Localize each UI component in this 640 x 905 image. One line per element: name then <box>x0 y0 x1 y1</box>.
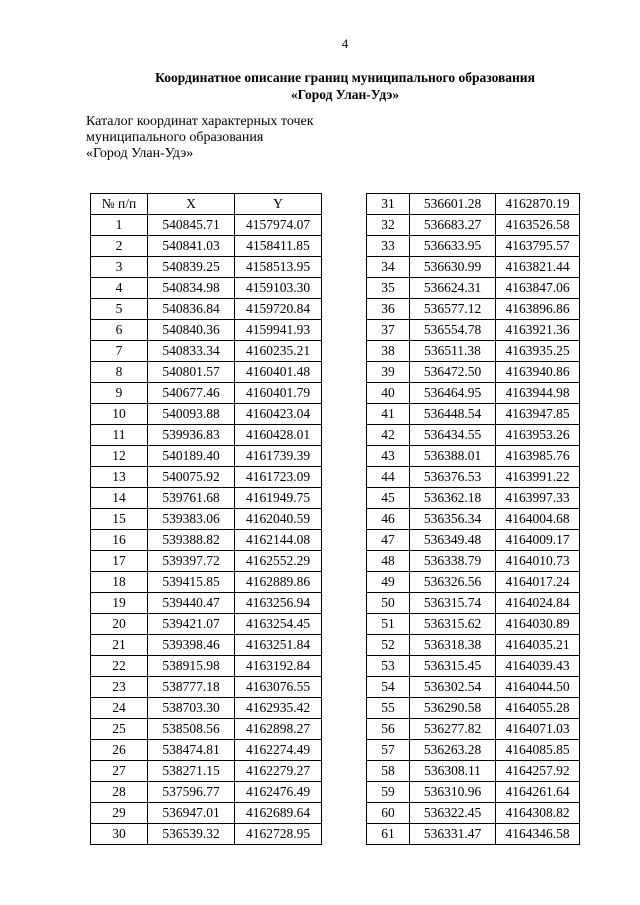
table-row <box>91 551 322 572</box>
cell-point-number: 12 <box>91 446 148 467</box>
cell-point-number: 49 <box>367 572 410 593</box>
table-row <box>367 446 580 467</box>
cell-point-number: 43 <box>367 446 410 467</box>
cell-point-number: 17 <box>91 551 148 572</box>
cell-point-number: 23 <box>91 677 148 698</box>
cell-y: 4164055.28 <box>496 698 580 719</box>
cell-x: 536263.28 <box>410 740 496 761</box>
catalog-caption-line: Каталог координат характерных точек <box>86 114 314 129</box>
cell-y: 4160428.01 <box>235 425 322 446</box>
cell-point-number: 33 <box>367 236 410 257</box>
cell-y: 4162870.19 <box>496 194 580 215</box>
cell-point-number: 52 <box>367 635 410 656</box>
cell-y: 4164009.17 <box>496 530 580 551</box>
cell-point-number: 29 <box>91 803 148 824</box>
cell-point-number: 21 <box>91 635 148 656</box>
cell-x: 540834.98 <box>148 278 235 299</box>
table-row <box>91 320 322 341</box>
table-row <box>367 341 580 362</box>
cell-y: 4162898.27 <box>235 719 322 740</box>
cell-y: 4163847.06 <box>496 278 580 299</box>
cell-y: 4164017.24 <box>496 572 580 593</box>
table-row <box>91 215 322 236</box>
table-row <box>91 425 322 446</box>
cell-y: 4163953.26 <box>496 425 580 446</box>
cell-x: 536624.31 <box>410 278 496 299</box>
table-row <box>367 299 580 320</box>
table-row <box>367 362 580 383</box>
cell-point-number: 25 <box>91 719 148 740</box>
cell-x: 536472.50 <box>410 362 496 383</box>
cell-x: 536277.82 <box>410 719 496 740</box>
table-row <box>91 824 322 845</box>
cell-x: 538915.98 <box>148 656 235 677</box>
cell-x: 540836.84 <box>148 299 235 320</box>
table-row <box>367 572 580 593</box>
cell-point-number: 59 <box>367 782 410 803</box>
cell-y: 4162689.64 <box>235 803 322 824</box>
cell-x: 539936.83 <box>148 425 235 446</box>
cell-y: 4163944.98 <box>496 383 580 404</box>
table-row <box>367 383 580 404</box>
cell-point-number: 6 <box>91 320 148 341</box>
cell-point-number: 16 <box>91 530 148 551</box>
cell-y: 4164035.21 <box>496 635 580 656</box>
document-title-line: Координатное описание границ муниципального образования <box>155 70 535 85</box>
table-row <box>91 278 322 299</box>
cell-point-number: 35 <box>367 278 410 299</box>
cell-x: 536577.12 <box>410 299 496 320</box>
cell-point-number: 45 <box>367 488 410 509</box>
cell-y: 4163526.58 <box>496 215 580 236</box>
cell-point-number: 31 <box>367 194 410 215</box>
cell-x: 536326.56 <box>410 572 496 593</box>
cell-x: 536633.95 <box>410 236 496 257</box>
cell-y: 4162476.49 <box>235 782 322 803</box>
cell-y: 4163997.33 <box>496 488 580 509</box>
table-row <box>91 383 322 404</box>
cell-y: 4163947.85 <box>496 404 580 425</box>
table-row <box>367 698 580 719</box>
coordinates-table-right <box>366 193 580 845</box>
cell-x: 536362.18 <box>410 488 496 509</box>
cell-y: 4163251.84 <box>235 635 322 656</box>
cell-point-number: 3 <box>91 257 148 278</box>
cell-x: 539440.47 <box>148 593 235 614</box>
cell-y: 4162889.86 <box>235 572 322 593</box>
cell-x: 540845.71 <box>148 215 235 236</box>
table-row <box>91 530 322 551</box>
table-row <box>367 635 580 656</box>
table-row <box>91 698 322 719</box>
cell-x: 540093.88 <box>148 404 235 425</box>
cell-point-number: 60 <box>367 803 410 824</box>
cell-y: 4159941.93 <box>235 320 322 341</box>
table-row <box>91 341 322 362</box>
table-header-row <box>91 194 322 215</box>
cell-point-number: 7 <box>91 341 148 362</box>
table-row <box>367 719 580 740</box>
table-row <box>367 761 580 782</box>
cell-y: 4159103.30 <box>235 278 322 299</box>
header-x: X <box>148 194 235 215</box>
coordinates-table-left-body <box>91 215 322 845</box>
cell-point-number: 55 <box>367 698 410 719</box>
table-row <box>367 194 580 215</box>
table-row <box>367 551 580 572</box>
cell-point-number: 8 <box>91 362 148 383</box>
cell-y: 4164024.84 <box>496 593 580 614</box>
cell-point-number: 48 <box>367 551 410 572</box>
table-row <box>91 635 322 656</box>
cell-x: 536315.62 <box>410 614 496 635</box>
cell-x: 539398.46 <box>148 635 235 656</box>
cell-y: 4158513.95 <box>235 257 322 278</box>
cell-point-number: 44 <box>367 467 410 488</box>
cell-point-number: 51 <box>367 614 410 635</box>
catalog-caption <box>86 114 314 162</box>
table-row <box>91 719 322 740</box>
cell-point-number: 47 <box>367 530 410 551</box>
cell-y: 4163985.76 <box>496 446 580 467</box>
cell-x: 536464.95 <box>410 383 496 404</box>
cell-y: 4164346.58 <box>496 824 580 845</box>
cell-point-number: 5 <box>91 299 148 320</box>
table-row <box>367 488 580 509</box>
cell-y: 4160423.04 <box>235 404 322 425</box>
table-row <box>367 215 580 236</box>
cell-y: 4163921.36 <box>496 320 580 341</box>
cell-y: 4164010.73 <box>496 551 580 572</box>
table-row <box>367 614 580 635</box>
cell-point-number: 22 <box>91 656 148 677</box>
cell-x: 536539.32 <box>148 824 235 845</box>
cell-y: 4157974.07 <box>235 215 322 236</box>
cell-x: 538271.15 <box>148 761 235 782</box>
cell-x: 540189.40 <box>148 446 235 467</box>
cell-x: 539397.72 <box>148 551 235 572</box>
cell-point-number: 57 <box>367 740 410 761</box>
table-row <box>367 824 580 845</box>
cell-y: 4162040.59 <box>235 509 322 530</box>
table-row <box>91 257 322 278</box>
cell-x: 536601.28 <box>410 194 496 215</box>
cell-x: 540840.36 <box>148 320 235 341</box>
cell-point-number: 46 <box>367 509 410 530</box>
cell-y: 4162144.08 <box>235 530 322 551</box>
cell-point-number: 18 <box>91 572 148 593</box>
cell-x: 539761.68 <box>148 488 235 509</box>
document-title-line: «Город Улан-Удэ» <box>290 87 400 102</box>
table-row <box>91 509 322 530</box>
cell-x: 536947.01 <box>148 803 235 824</box>
cell-point-number: 42 <box>367 425 410 446</box>
table-row <box>91 740 322 761</box>
table-row <box>91 488 322 509</box>
cell-y: 4163991.22 <box>496 467 580 488</box>
cell-x: 539415.85 <box>148 572 235 593</box>
cell-x: 536310.96 <box>410 782 496 803</box>
cell-x: 536388.01 <box>410 446 496 467</box>
cell-x: 537596.77 <box>148 782 235 803</box>
cell-y: 4163795.57 <box>496 236 580 257</box>
cell-y: 4163192.84 <box>235 656 322 677</box>
cell-x: 538474.81 <box>148 740 235 761</box>
table-row <box>367 803 580 824</box>
cell-x: 536338.79 <box>410 551 496 572</box>
table-row <box>91 782 322 803</box>
cell-x: 538508.56 <box>148 719 235 740</box>
table-row <box>91 656 322 677</box>
cell-point-number: 32 <box>367 215 410 236</box>
cell-point-number: 56 <box>367 719 410 740</box>
document-title <box>0 69 640 103</box>
cell-x: 536376.53 <box>410 467 496 488</box>
cell-x: 536683.27 <box>410 215 496 236</box>
table-row <box>91 362 322 383</box>
cell-point-number: 30 <box>91 824 148 845</box>
table-row <box>367 509 580 530</box>
cell-x: 540801.57 <box>148 362 235 383</box>
cell-y: 4161949.75 <box>235 488 322 509</box>
cell-point-number: 1 <box>91 215 148 236</box>
cell-y: 4164030.89 <box>496 614 580 635</box>
cell-x: 536349.48 <box>410 530 496 551</box>
table-row <box>367 404 580 425</box>
cell-y: 4164261.64 <box>496 782 580 803</box>
cell-y: 4160401.48 <box>235 362 322 383</box>
cell-point-number: 19 <box>91 593 148 614</box>
cell-y: 4163896.86 <box>496 299 580 320</box>
cell-x: 536630.99 <box>410 257 496 278</box>
table-row <box>367 740 580 761</box>
cell-x: 536434.55 <box>410 425 496 446</box>
cell-y: 4163821.44 <box>496 257 580 278</box>
table-row <box>367 320 580 341</box>
cell-point-number: 38 <box>367 341 410 362</box>
cell-x: 540075.92 <box>148 467 235 488</box>
cell-point-number: 61 <box>367 824 410 845</box>
page-number: 4 <box>341 36 349 51</box>
table-row <box>91 446 322 467</box>
table-row <box>367 425 580 446</box>
cell-point-number: 9 <box>91 383 148 404</box>
table-row <box>91 404 322 425</box>
cell-x: 536448.54 <box>410 404 496 425</box>
cell-x: 538703.30 <box>148 698 235 719</box>
cell-x: 536302.54 <box>410 677 496 698</box>
cell-point-number: 2 <box>91 236 148 257</box>
cell-x: 538777.18 <box>148 677 235 698</box>
cell-x: 539421.07 <box>148 614 235 635</box>
cell-point-number: 41 <box>367 404 410 425</box>
table-row <box>91 761 322 782</box>
cell-point-number: 4 <box>91 278 148 299</box>
cell-point-number: 58 <box>367 761 410 782</box>
cell-point-number: 37 <box>367 320 410 341</box>
table-row <box>91 614 322 635</box>
table-row <box>367 593 580 614</box>
cell-point-number: 15 <box>91 509 148 530</box>
cell-y: 4164004.68 <box>496 509 580 530</box>
cell-x: 536290.58 <box>410 698 496 719</box>
cell-y: 4159720.84 <box>235 299 322 320</box>
table-row <box>91 467 322 488</box>
cell-y: 4164044.50 <box>496 677 580 698</box>
catalog-caption-line: муниципального образования <box>86 130 264 145</box>
table-row <box>91 593 322 614</box>
table-row <box>91 299 322 320</box>
cell-y: 4162728.95 <box>235 824 322 845</box>
cell-y: 4162274.49 <box>235 740 322 761</box>
cell-x: 536315.45 <box>410 656 496 677</box>
table-row <box>91 572 322 593</box>
table-row <box>367 677 580 698</box>
table-row <box>91 236 322 257</box>
cell-y: 4164039.43 <box>496 656 580 677</box>
table-row <box>367 530 580 551</box>
table-row <box>367 278 580 299</box>
cell-point-number: 39 <box>367 362 410 383</box>
cell-x: 536308.11 <box>410 761 496 782</box>
cell-point-number: 10 <box>91 404 148 425</box>
coordinates-table-left <box>90 193 322 845</box>
cell-point-number: 40 <box>367 383 410 404</box>
catalog-caption-line: «Город Улан-Удэ» <box>86 146 194 161</box>
cell-x: 536554.78 <box>410 320 496 341</box>
cell-point-number: 28 <box>91 782 148 803</box>
cell-x: 540839.25 <box>148 257 235 278</box>
cell-x: 536322.45 <box>410 803 496 824</box>
table-row <box>91 677 322 698</box>
cell-point-number: 20 <box>91 614 148 635</box>
table-row <box>367 257 580 278</box>
coordinates-table-right-body <box>367 194 580 845</box>
cell-y: 4162552.29 <box>235 551 322 572</box>
cell-y: 4161723.09 <box>235 467 322 488</box>
cell-y: 4162935.42 <box>235 698 322 719</box>
cell-y: 4163076.55 <box>235 677 322 698</box>
cell-point-number: 26 <box>91 740 148 761</box>
cell-y: 4164308.82 <box>496 803 580 824</box>
cell-y: 4161739.39 <box>235 446 322 467</box>
cell-x: 540841.03 <box>148 236 235 257</box>
table-row <box>367 782 580 803</box>
cell-x: 536315.74 <box>410 593 496 614</box>
table-row <box>367 467 580 488</box>
cell-point-number: 11 <box>91 425 148 446</box>
cell-y: 4160235.21 <box>235 341 322 362</box>
cell-x: 540677.46 <box>148 383 235 404</box>
cell-point-number: 54 <box>367 677 410 698</box>
cell-x: 536356.34 <box>410 509 496 530</box>
cell-y: 4163256.94 <box>235 593 322 614</box>
cell-point-number: 53 <box>367 656 410 677</box>
cell-y: 4164085.85 <box>496 740 580 761</box>
cell-point-number: 27 <box>91 761 148 782</box>
cell-point-number: 36 <box>367 299 410 320</box>
cell-x: 536511.38 <box>410 341 496 362</box>
cell-y: 4158411.85 <box>235 236 322 257</box>
cell-y: 4163940.86 <box>496 362 580 383</box>
cell-point-number: 14 <box>91 488 148 509</box>
cell-x: 536318.38 <box>410 635 496 656</box>
cell-x: 540833.34 <box>148 341 235 362</box>
cell-point-number: 24 <box>91 698 148 719</box>
cell-x: 539383.06 <box>148 509 235 530</box>
cell-point-number: 13 <box>91 467 148 488</box>
table-row <box>367 236 580 257</box>
cell-x: 539388.82 <box>148 530 235 551</box>
header-y: Y <box>235 194 322 215</box>
table-row <box>91 803 322 824</box>
header-number: № п/п <box>91 194 148 215</box>
cell-y: 4164257.92 <box>496 761 580 782</box>
table-row <box>367 656 580 677</box>
cell-y: 4162279.27 <box>235 761 322 782</box>
cell-y: 4164071.03 <box>496 719 580 740</box>
cell-y: 4163935.25 <box>496 341 580 362</box>
cell-x: 536331.47 <box>410 824 496 845</box>
cell-point-number: 34 <box>367 257 410 278</box>
cell-y: 4160401.79 <box>235 383 322 404</box>
cell-point-number: 50 <box>367 593 410 614</box>
cell-y: 4163254.45 <box>235 614 322 635</box>
